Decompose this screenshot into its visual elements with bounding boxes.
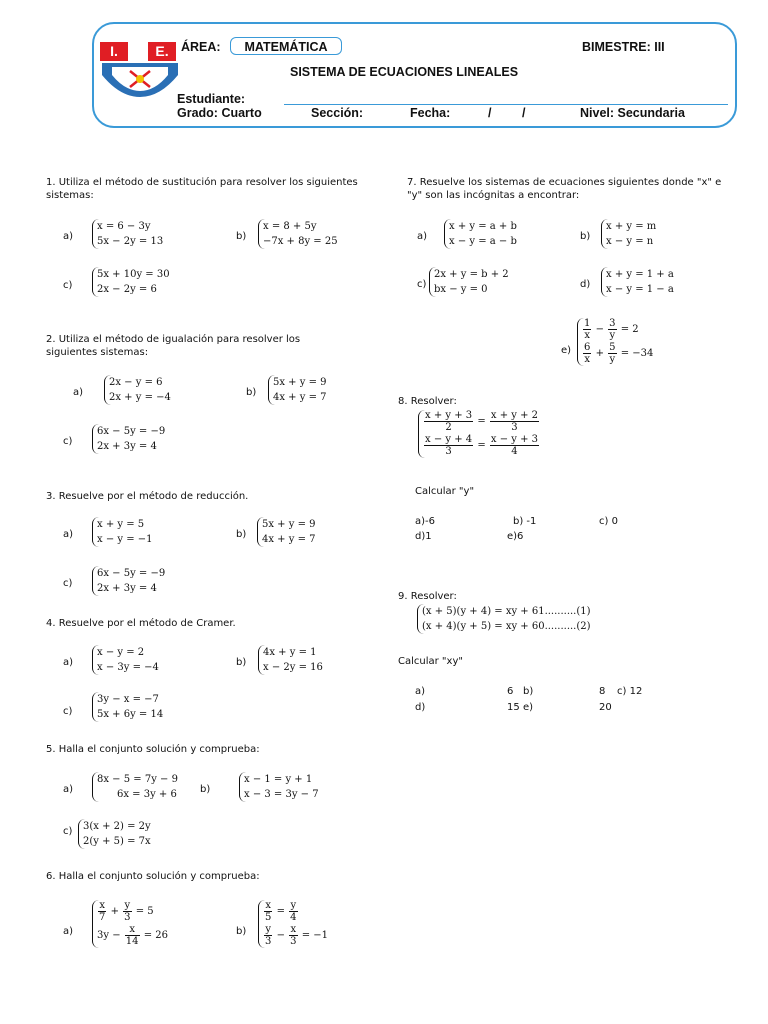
q9-option-d-value: 15: [507, 702, 520, 713]
q2-b-label: b): [246, 387, 257, 398]
q3-c-eq1: 6x − 5y = −9: [97, 568, 166, 579]
q5-c-label: c): [63, 826, 73, 837]
q6-a-system: [92, 900, 168, 948]
q8-option-a: a)-6: [415, 516, 435, 527]
q4-b-system: [258, 645, 323, 675]
q3-instruction: 3. Resuelve por el método de reducción.: [46, 491, 249, 502]
q6-b-frac3: [264, 924, 272, 947]
q8-option-c: c) 0: [599, 516, 618, 527]
q5-b-eq1: x − 1 = y + 1: [244, 774, 313, 785]
q6-b-system: [258, 900, 328, 948]
q6-b-row1: [263, 900, 328, 924]
q7-b-eq2: x − y = n: [606, 236, 654, 247]
q8-system: [418, 410, 540, 458]
q1-instruction: 1. Utiliza el método de sustitución para resolver los siguientes sistemas:: [46, 177, 358, 201]
q3-c-eq2: 2x + 3y = 4: [97, 583, 157, 594]
q6-b-frac4: [289, 924, 297, 947]
q4-c-label: c): [63, 706, 73, 717]
q6-b-frac3-den: 3: [265, 936, 272, 947]
q6-a-frac1: [98, 900, 106, 923]
q6-b-row2: [263, 924, 328, 948]
q7-a-eq2: x − y = a − b: [449, 236, 517, 247]
q5-c-eq1: 3(x + 2) = 2y: [83, 821, 151, 832]
q2-c-eq1: 6x − 5y = −9: [97, 426, 166, 437]
q1-b-label: b): [236, 231, 247, 242]
area-label: ÁREA:: [181, 40, 221, 54]
q2-b-eq1: 5x + y = 9: [273, 377, 327, 388]
q7-e-frac3-num: 6: [584, 342, 591, 353]
q4-a-system: [92, 645, 159, 675]
q7-e-row1-op: −: [595, 324, 604, 335]
q4-instruction: 4. Resuelve por el método de Cramer.: [46, 618, 236, 629]
nivel-label: Nivel: Secundaria: [580, 106, 685, 120]
q6-a-row1-op: +: [110, 906, 119, 917]
q9-calc: Calcular "xy": [398, 656, 463, 667]
q3-a-eq1: x + y = 5: [97, 519, 145, 530]
q4-a-label: a): [63, 657, 74, 668]
q9-system: [417, 604, 591, 634]
logo-flag-right: E.: [148, 42, 176, 61]
q6-b-frac2-den: 4: [290, 912, 297, 923]
q2-c-eq2: 2x + 3y = 4: [97, 441, 157, 452]
fecha-slash-2: /: [522, 106, 526, 120]
q8-row2-eq: =: [477, 440, 486, 451]
q6-b-frac1: [264, 900, 272, 923]
q5-b-eq2: x − 3 = 3y − 7: [244, 789, 319, 800]
q3-c-system: [92, 566, 165, 596]
q7-a-label: a): [417, 231, 428, 242]
q5-a-system: [92, 772, 178, 802]
q8-option-e: e)6: [507, 531, 524, 542]
q2-c-label: c): [63, 436, 73, 447]
q9-option-a-label: a): [415, 686, 426, 697]
q7-e-row2-op: +: [595, 348, 604, 359]
q6-a-row2: [97, 924, 168, 948]
q6-a-row1-rhs: = 5: [135, 906, 154, 917]
q2-a-eq2: 2x + y = −4: [109, 392, 171, 403]
q8-frac3-den: 3: [445, 446, 452, 457]
q2-a-system: [104, 375, 171, 405]
q3-a-system: [92, 517, 153, 547]
q2-instruction: 2. Utiliza el método de igualación para resolver los siguientes sistemas:: [46, 334, 301, 358]
q8-row1-eq: =: [477, 416, 486, 427]
q7-a-system: [444, 219, 517, 249]
q8-frac1-den: 2: [445, 422, 452, 433]
q1-c-label: c): [63, 280, 73, 291]
q2-b-system: [268, 375, 327, 405]
q9-eq2: (x + 4)(y + 5) = xy + 60..........(2): [422, 621, 591, 632]
q7-c-eq2: bx − y = 0: [434, 284, 488, 295]
q6-b-frac1-num: x: [265, 900, 271, 911]
q7-d-eq1: x + y = 1 + a: [606, 269, 674, 280]
q6-a-row2-rhs: = 26: [143, 930, 168, 941]
q8-frac2-den: 3: [511, 422, 518, 433]
q9-option-e-label: e): [523, 702, 534, 713]
q3-b-label: b): [236, 529, 247, 540]
q1-a-eq1: x = 6 − 3y: [97, 221, 151, 232]
q1-b-eq2: −7x + 8y = 25: [263, 236, 338, 247]
q7-e-row1: [582, 318, 653, 342]
q9-option-a-value: 6: [507, 686, 514, 697]
q5-b-label: b): [200, 784, 211, 795]
q8-instruction: 8. Resolver:: [398, 396, 457, 407]
q6-b-frac4-num: x: [290, 924, 297, 935]
q8-frac3: [424, 434, 473, 457]
q7-e-frac2-num: 3: [609, 318, 616, 329]
q6-b-row2-rhs: = −1: [301, 930, 329, 941]
q3-b-system: [257, 517, 316, 547]
fecha-label: Fecha:: [410, 106, 451, 120]
q7-b-eq1: x + y = m: [606, 221, 657, 232]
q7-a-eq1: x + y = a + b: [449, 221, 517, 232]
q8-frac4-den: 4: [511, 446, 518, 457]
school-logo-icon: [100, 61, 180, 99]
q2-a-eq1: 2x − y = 6: [109, 377, 163, 388]
q6-a-frac2-den: 3: [124, 912, 131, 923]
q7-e-frac2: [608, 318, 616, 341]
q6-a-frac1-den: 7: [99, 912, 106, 923]
q4-b-eq1: 4x + y = 1: [263, 647, 317, 658]
q7-e-frac4-den: y: [609, 354, 616, 365]
q7-d-system: [601, 267, 674, 297]
q1-a-eq2: 5x − 2y = 13: [97, 236, 164, 247]
q6-b-frac2: [289, 900, 297, 923]
q6-b-frac2-num: y: [290, 900, 297, 911]
q8-option-b: b) -1: [513, 516, 537, 527]
q5-a-eq2: 6x = 3y + 6: [117, 789, 177, 800]
q6-a-frac3-num: x: [125, 924, 140, 936]
q6-b-frac4-den: 3: [290, 936, 297, 947]
q7-b-label: b): [580, 231, 591, 242]
q4-a-eq2: x − 3y = −4: [97, 662, 159, 673]
q1-b-eq1: x = 8 + 5y: [263, 221, 317, 232]
q6-a-frac1-num: x: [99, 900, 105, 911]
grado-label: Grado: Cuarto: [177, 106, 262, 120]
q7-e-row2: [582, 342, 653, 366]
q7-e-system: [577, 318, 653, 366]
q8-frac4-num: x − y + 3: [490, 434, 539, 445]
q8-frac3-num: x − y + 4: [425, 434, 473, 445]
q9-instruction: 9. Resolver:: [398, 591, 457, 602]
q9-option-b-value: 8: [599, 686, 606, 697]
q6-b-frac1-den: 5: [265, 912, 272, 923]
q9-option-c: c) 12: [617, 686, 643, 697]
q8-frac2: [490, 410, 539, 433]
q7-instruction: 7. Resuelve los sistemas de ecuaciones siguientes donde "x" e "y" son las incógnitas a encontrar:: [407, 177, 722, 201]
q7-d-label: d): [580, 279, 591, 290]
q4-c-eq1: 3y − x = −7: [97, 694, 159, 705]
q7-e-frac2-den: y: [609, 330, 616, 341]
q1-a-system: [92, 219, 163, 249]
q3-a-eq2: x − y = −1: [97, 534, 153, 545]
q7-e-label: e): [561, 345, 572, 356]
q6-b-label: b): [236, 926, 247, 937]
q5-instruction: 5. Halla el conjunto solución y comprueba:: [46, 744, 260, 755]
q8-option-d: d)1: [415, 531, 432, 542]
q6-b-row1-eq: =: [276, 906, 285, 917]
q1-c-system: [92, 267, 170, 297]
q5-a-eq1: 8x − 5 = 7y − 9: [97, 774, 178, 785]
q7-e-frac3: [583, 342, 591, 365]
q6-a-frac3: [125, 924, 140, 947]
q8-row1: [423, 410, 540, 434]
q6-a-label: a): [63, 926, 74, 937]
q6-instruction: 6. Halla el conjunto solución y comprueba:: [46, 871, 260, 882]
q2-c-system: [92, 424, 165, 454]
q8-frac4: [490, 434, 539, 457]
q7-c-label: c): [417, 279, 427, 290]
q4-b-eq2: x − 2y = 16: [263, 662, 323, 673]
q9-option-b-label: b): [523, 686, 534, 697]
q6-a-row2-pre: 3y −: [97, 930, 121, 941]
q7-e-frac1-num: 1: [584, 318, 591, 329]
q6-a-frac2: [123, 900, 131, 923]
q6-b-frac3-num: y: [265, 924, 272, 935]
q4-c-system: [92, 692, 163, 722]
fecha-slash-1: /: [488, 106, 492, 120]
q5-b-system: [239, 772, 319, 802]
q9-option-d-label: d): [415, 702, 426, 713]
q1-b-system: [258, 219, 338, 249]
student-name-line[interactable]: [284, 104, 728, 105]
q7-e-frac4-num: 5: [609, 342, 616, 353]
q5-c-system: [78, 819, 151, 849]
q7-e-frac4: [608, 342, 616, 365]
q9-option-e-value: 20: [599, 702, 612, 713]
q5-a-label: a): [63, 784, 74, 795]
q6-a-frac2-num: y: [124, 900, 131, 911]
q7-c-eq1: 2x + y = b + 2: [434, 269, 509, 280]
q5-c-eq2: 2(y + 5) = 7x: [83, 836, 151, 847]
q6-a-frac3-den: 14: [125, 936, 139, 947]
estudiante-label: Estudiante:: [177, 92, 246, 106]
q3-b-eq2: 4x + y = 7: [262, 534, 316, 545]
q3-b-eq1: 5x + y = 9: [262, 519, 316, 530]
q7-e-frac1-den: x: [584, 330, 590, 341]
seccion-label: Sección:: [311, 106, 364, 120]
q2-b-eq2: 4x + y = 7: [273, 392, 327, 403]
q8-frac1-num: x + y + 3: [425, 410, 473, 421]
q2-a-label: a): [73, 387, 84, 398]
q1-c-eq2: 2x − 2y = 6: [97, 284, 157, 295]
q7-e-frac1: [583, 318, 591, 341]
q7-b-system: [601, 219, 656, 249]
q6-b-row2-op: −: [276, 930, 285, 941]
bimestre-label: BIMESTRE: III: [582, 40, 665, 54]
q4-c-eq2: 5x + 6y = 14: [97, 709, 164, 720]
q7-e-frac3-den: x: [584, 354, 590, 365]
q7-c-system: [429, 267, 509, 297]
q7-d-eq2: x − y = 1 − a: [606, 284, 674, 295]
page-title: SISTEMA DE ECUACIONES LINEALES: [290, 65, 519, 79]
q8-calc: Calcular "y": [415, 486, 475, 497]
q8-frac1: [424, 410, 473, 433]
q4-b-label: b): [236, 657, 247, 668]
q8-row2: [423, 434, 540, 458]
q9-eq1: (x + 5)(y + 4) = xy + 61..........(1): [422, 606, 591, 617]
q7-e-row1-rhs: = 2: [620, 324, 639, 335]
q8-frac2-num: x + y + 2: [490, 410, 539, 421]
logo-flag-left: I.: [100, 42, 128, 61]
q4-a-eq1: x − y = 2: [97, 647, 145, 658]
area-value: MATEMÁTICA: [230, 37, 342, 55]
q6-a-row1: [97, 900, 168, 924]
q7-e-row2-rhs: = −34: [620, 348, 654, 359]
q1-c-eq1: 5x + 10y = 30: [97, 269, 170, 280]
q3-c-label: c): [63, 578, 73, 589]
q1-a-label: a): [63, 231, 74, 242]
q3-a-label: a): [63, 529, 74, 540]
